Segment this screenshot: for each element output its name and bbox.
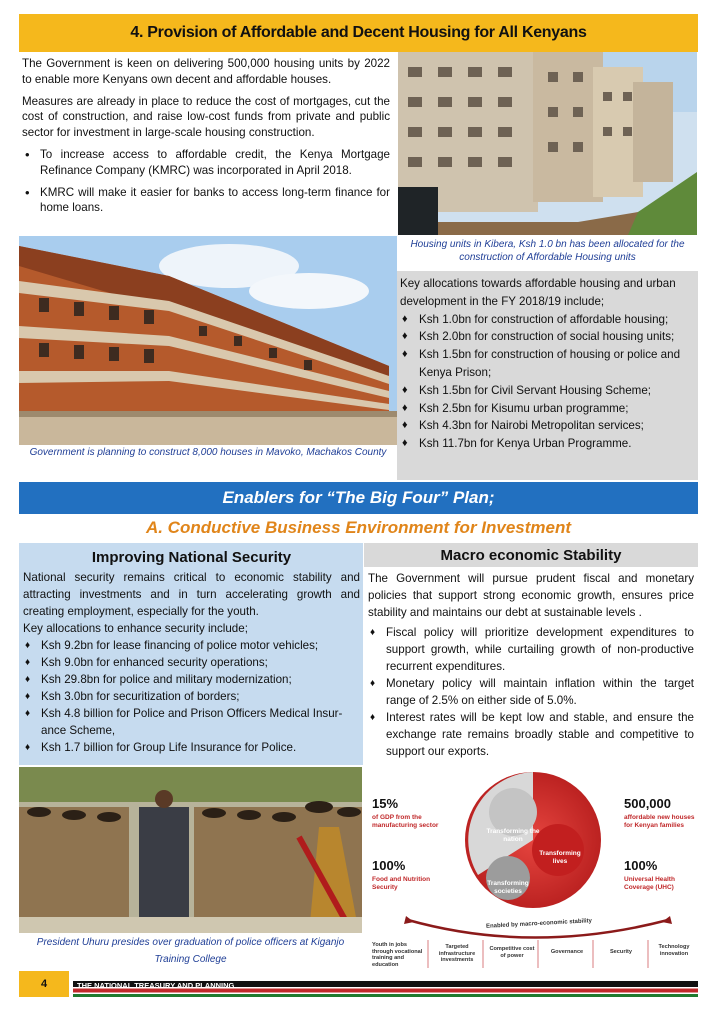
- security-allocations-list: [23, 637, 360, 756]
- allocation-item: ♦ Ksh 1.5bn for Civil Servant Housing Scheme;: [400, 382, 694, 400]
- intro-text: [22, 56, 390, 222]
- macro-bullet: ♦ Interest rates will be kept low and stable, and ensure the exchange rate remains broadly stable and competitive to support our exports.: [368, 709, 694, 760]
- police-graduation-photo: [19, 767, 362, 933]
- security-section: [19, 543, 363, 765]
- transforming-societies-label: Transforming societies: [487, 880, 529, 895]
- security-heading: Improving National Security: [91, 549, 292, 566]
- security-allocation-item: ♦ Ksh 4.8 billion for Police and Prison Officers Medical Insur- ance Scheme,: [23, 705, 360, 739]
- intro-bullet: • KMRC will make it easier for banks to access long-term finance for home loans.: [22, 185, 390, 217]
- kibera-photo-caption: Housing units in Kibera, Ksh 1.0 bn has been allocated for the construction of Affordable Housing units: [410, 239, 685, 263]
- stat-housing-label: affordable new houses for Kenyan families: [624, 814, 695, 829]
- stat-health-value: 100%: [624, 858, 658, 873]
- enablers-title-bar: [19, 482, 698, 514]
- allocations-intro: Key allocations towards affordable housing and urban development in the FY 2018/19 include;: [400, 277, 676, 308]
- allocation-item: ♦ Ksh 4.3bn for Nairobi Metropolitan services;: [400, 417, 694, 435]
- big-four-infographic: [368, 770, 698, 970]
- intro-bullet: • To increase access to affordable credit, the Kenya Mortgage Refinance Company (KMRC) was incorporated in April 2018.: [22, 147, 390, 179]
- intro-paragraph: Measures are already in place to reduce the cost of mortgages, cut the cost of construction, and raise low-cost funds from private and public sector for investment in large-scale housing construction.: [22, 94, 390, 140]
- section-title: 4. Provision of Affordable and Decent Housing for All Kenyans: [130, 24, 587, 41]
- stat-food-label: Food and Nutrition Security: [372, 876, 431, 891]
- allocation-item: ♦ Ksh 1.0bn for construction of affordable housing;: [400, 311, 694, 329]
- macro-bullet: ♦ Fiscal policy will prioritize development expenditures to support growth, while curtailing growth of non-productive recurrent expenditures.: [368, 624, 694, 675]
- intro-bullet-list: [22, 147, 390, 216]
- security-allocation-item: ♦ Ksh 29.8bn for police and military modernization;: [23, 671, 360, 688]
- enabler-security: Security: [609, 949, 633, 955]
- allocation-item: ♦ Ksh 2.0bn for construction of social housing units;: [400, 328, 694, 346]
- housing-allocations-box: [397, 271, 698, 480]
- stat-manufacturing-label: of GDP from the manufacturing sector: [372, 814, 439, 829]
- police-photo-caption: President Uhuru presides over graduation of police officers at Kiganjo Training College: [36, 937, 345, 965]
- macro-paragraph: The Government will pursue prudent fiscal and monetary policies that support strong economic growth, ensures price stability and maintains our debt at sustainable levels .: [368, 572, 694, 619]
- macro-heading: Macro economic Stability: [440, 547, 622, 564]
- section-title-bar: [19, 14, 698, 52]
- arc-label: Enabled by macro-economic stability: [485, 918, 593, 930]
- transforming-nation-label: Transforming the nation: [486, 828, 540, 843]
- intro-paragraph: The Government is keen on delivering 500,000 housing units by 2022 to enable more Kenyans own decent and affordable houses.: [22, 57, 390, 86]
- page-number: 4: [40, 978, 48, 990]
- enabler-technology: Technology innovation: [658, 944, 690, 957]
- stat-manufacturing-value: 15%: [372, 796, 399, 811]
- enablers-title: Enablers for “The Big Four” Plan;: [222, 488, 495, 507]
- security-allocation-item: ♦ Ksh 9.2bn for lease financing of police motor vehicles;: [23, 637, 360, 654]
- stat-health-label: Universal Health Coverage (UHC): [624, 876, 675, 891]
- allocation-item: ♦ Ksh 11.7bn for Kenya Urban Programme.: [400, 435, 694, 453]
- security-allocation-item: ♦ Ksh 1.7 billion for Group Life Insurance for Police.: [23, 739, 360, 756]
- transforming-lives-label: Transforming lives: [539, 850, 581, 865]
- security-allocation-item: ♦ Ksh 3.0bn for securitization of borders;: [23, 688, 360, 705]
- allocation-item: ♦ Ksh 2.5bn for Kisumu urban programme;: [400, 400, 694, 418]
- mavoko-housing-photo: [19, 236, 397, 445]
- page-number-badge: [19, 971, 69, 997]
- security-paragraph: National security remains critical to economic stability and attracting investments and in turn accelerating growth and creating employment, especially for the youth.: [23, 571, 360, 618]
- enabler-youth: Youth in jobs through vocational training and education: [372, 942, 423, 968]
- macro-stability-section: [364, 543, 698, 765]
- mavoko-photo-caption: Government is planning to construct 8,000 houses in Mavoko, Machakos County: [29, 447, 387, 458]
- footer-ministry-name: THE NATIONAL TREASURY AND PLANNING: [77, 981, 235, 990]
- enablers-subtitle: A. Conductive Business Environment for Investment: [145, 518, 572, 537]
- security-allocation-item: ♦ Ksh 9.0bn for enhanced security operations;: [23, 654, 360, 671]
- stat-housing-value: 500,000: [624, 796, 671, 811]
- enabler-power: Competitive cost of power: [489, 946, 535, 959]
- allocation-item: ♦ Ksh 1.5bn for construction of housing or police and Kenya Prison;: [400, 346, 694, 382]
- macro-bullet: ♦ Monetary policy will maintain inflation within the target range of 2.5% on either side of 5.0%.: [368, 675, 694, 709]
- allocations-list: [400, 311, 694, 453]
- stat-food-value: 100%: [372, 858, 406, 873]
- enabler-infrastructure: Targeted infrastructure investments: [438, 944, 476, 963]
- security-allocations-intro: Key allocations to enhance security include;: [23, 622, 248, 635]
- macro-bullet-list: [368, 624, 694, 760]
- kibera-housing-photo: [398, 52, 697, 235]
- enabler-governance: Governance: [550, 949, 584, 955]
- macro-heading-bar: [364, 543, 698, 567]
